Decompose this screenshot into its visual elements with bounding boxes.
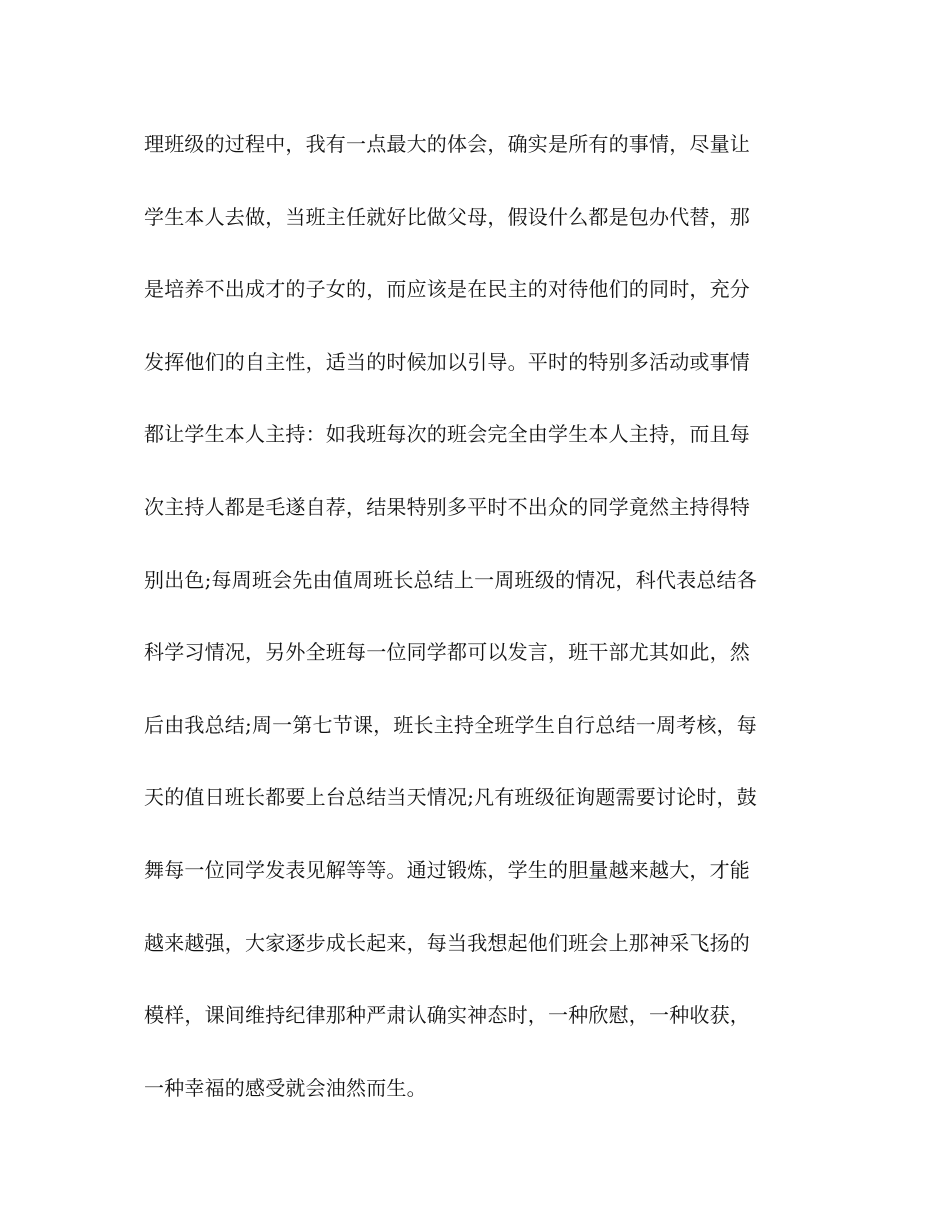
- text-line: 别出色;每周班会先由值周班长总结上一周班级的情况，科代表总结各: [144, 567, 757, 592]
- text-line: 舞每一位同学发表见解等等。通过锻炼，学生的胆量越来越大，才能: [144, 857, 750, 882]
- text-line: 越来越强，大家逐步成长起来，每当我想起他们班会上那神采飞扬的: [144, 930, 750, 955]
- text-line: 一种幸福的感受就会油然而生。: [144, 1075, 427, 1100]
- text-line: 学生本人去做，当班主任就好比做父母，假设什么都是包办代替，那: [144, 204, 750, 229]
- text-line: 科学习情况，另外全班每一位同学都可以发言，班干部尤其如此，然: [144, 640, 750, 665]
- text-line: 天的值日班长都要上台总结当天情况;凡有班级征询题需要讨论时，鼓: [144, 785, 757, 810]
- text-line: 后由我总结;周一第七节课，班长主持全班学生自行总结一周考核，每: [144, 712, 757, 737]
- text-line: 理班级的过程中，我有一点最大的体会，确实是所有的事情，尽量让: [144, 132, 750, 156]
- body-paragraph: [144, 124, 814, 1140]
- text-line: 是培养不出成才的子女的，而应该是在民主的对待他们的同时，充分: [144, 277, 750, 302]
- text-line: 次主持人都是毛遂自荐，结果特别多平时不出众的同学竟然主持得特: [144, 494, 750, 519]
- text-line: 发挥他们的自主性，适当的时候加以引导。平时的特别多活动或事情: [144, 349, 750, 374]
- text-line: 模样，课间维持纪律那种严肃认确实神态时，一种欣慰，一种收获，: [144, 1003, 750, 1028]
- text-line: 都让学生本人主持：如我班每次的班会完全由学生本人主持，而且每: [144, 422, 750, 447]
